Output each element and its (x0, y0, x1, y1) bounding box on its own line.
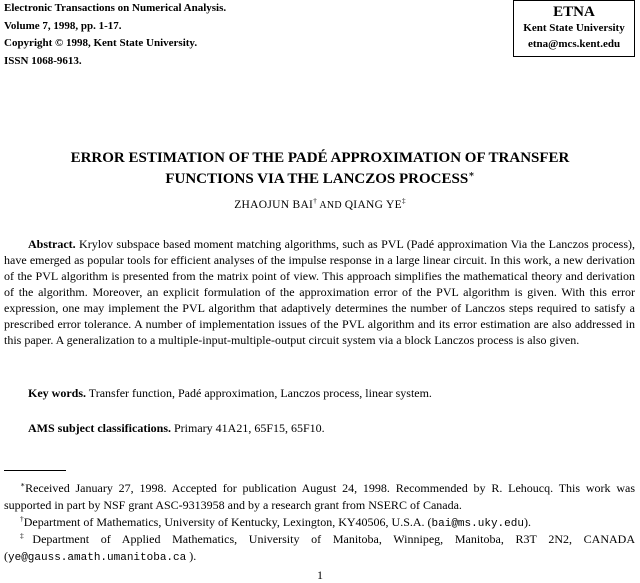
bai-email-link[interactable]: bai@ms.uky.edu (431, 518, 524, 530)
author-2-mark: ‡ (401, 197, 406, 206)
etna-email: etna@mcs.kent.edu (527, 37, 621, 50)
ams-text: Primary 41A21, 65F15, 65F10. (174, 421, 325, 435)
title-footnote-mark: ∗ (468, 170, 475, 180)
ye-email-link[interactable]: ye@gauss.amath.umanitoba.ca (8, 552, 187, 564)
author-2: QIANG YE (344, 199, 402, 211)
etna-box (513, 0, 635, 57)
author-1-mark: † (313, 197, 318, 206)
abstract (4, 236, 635, 348)
authors-and: AND (317, 200, 345, 211)
footnote-3-mark: ‡ (20, 531, 33, 540)
footnote-2-mark: † (20, 514, 24, 523)
footnote-divider (4, 470, 66, 471)
etna-university: Kent State University (523, 22, 625, 34)
etna-title: ETNA (553, 4, 595, 20)
keywords-label: Key words. (28, 386, 86, 400)
footnote-received (4, 480, 635, 514)
journal-header (4, 0, 226, 70)
journal-copyright: Copyright © 1998, Kent State University. (4, 37, 198, 50)
authors (0, 199, 640, 211)
journal-volume: Volume 7, 1998, pp. 1-17. (4, 19, 122, 32)
journal-issn: ISSN 1068-9613. (4, 54, 82, 67)
footnote-3-end: ). (186, 549, 197, 563)
ams-label: AMS subject classifications. (28, 421, 171, 435)
abstract-text: Krylov subspace based moment matching algorithms, such as PVL (Padé approximation Via the Lanczos process), have emerged as popular tools for efficient analyses of the impulse response in a large linear circuit. In this work, a new derivation of the PVL algorithm is presented from the matrix point of view. This approach simplifies the mathematical theory and derivation of the algorithm. Moreover, an explicit formulation of the approximation error of the PVL algorithm is given. With this error expression, one may implement the PVL algorithm that adaptively determines the number of Lanczos steps required to satisfy a prescribed error tolerance. A number of implementation issues of the PVL algorithm and its error estimation are also addressed in this paper. A generalization to a multiple-input-multiple-output circuit system via a block Lanczos process is also given. (4, 237, 635, 347)
abstract-label: Abstract. (28, 237, 76, 251)
page-number: 1 (317, 568, 323, 582)
footnote-1-mark: ∗ (20, 480, 26, 489)
title-line-2 (0, 169, 640, 190)
footnote-1-text: Received January 27, 1998. Accepted for publication August 24, 1998. Recommended by R. Lehoucq. This work was supported in part by NSF grant ASC-9313958 and by a research grant from NSERC of Canada. (4, 481, 635, 512)
title-line-1: ERROR ESTIMATION OF THE PADÉ APPROXIMATION OF TRANSFER (70, 150, 570, 166)
journal-name: Electronic Transactions on Numerical Analysis. (4, 2, 227, 14)
footnote-ye-affiliation (4, 531, 635, 567)
ams-classifications (28, 420, 325, 436)
paper-title (0, 148, 640, 190)
keywords-text: Transfer function, Padé approximation, Lanczos process, linear system. (88, 386, 432, 400)
footnote-3-text: Department of Applied Mathematics, University of Manitoba, Winnipeg, Manitoba, R3T 2N2, CANADA ( (4, 532, 636, 563)
footnote-2-text: Department of Mathematics, University of Kentucky, Lexington, KY40506, U.S.A. ( (23, 515, 432, 529)
footnote-2-end: ). (523, 515, 531, 529)
author-1: ZHAOJUN BAI (234, 199, 314, 211)
keywords (28, 385, 432, 401)
title-line-2-text: FUNCTIONS VIA THE LANCZOS PROCESS (165, 171, 469, 187)
